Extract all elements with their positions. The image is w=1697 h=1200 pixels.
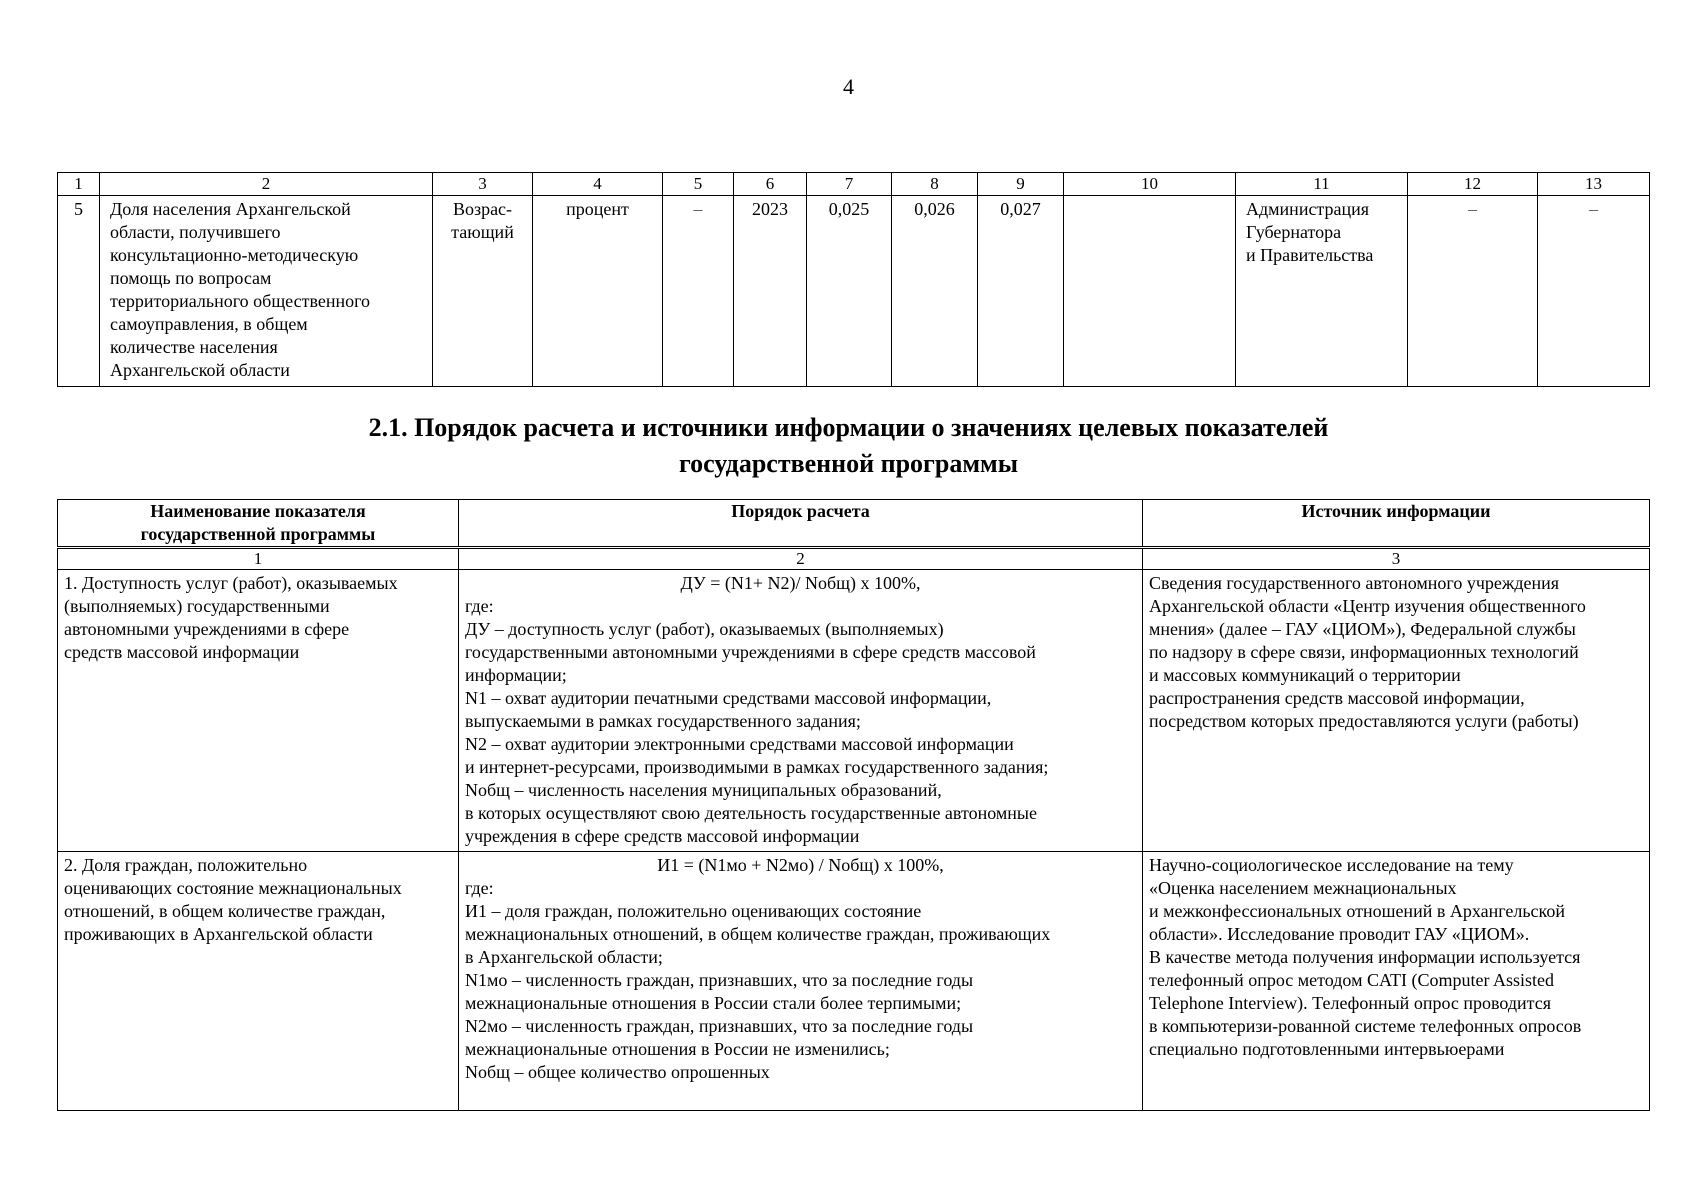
table-row [58, 196, 1650, 387]
text-line: государственной программы [140, 524, 376, 544]
column-number: 10 [1064, 173, 1236, 196]
text-line: Nобщ – численность населения муниципальных образований, [465, 780, 942, 800]
text-line: 2. Доля граждан, положительно [64, 855, 308, 875]
text-line: и Правительства [1246, 245, 1374, 265]
text-line: межнациональных отношений, в общем количестве граждан, проживающих [465, 924, 1051, 944]
text-line: Архангельской области «Центр изучения общественного [1149, 596, 1586, 616]
text-line: в компьютеризи-рованной системе телефонных опросов [1149, 1016, 1582, 1036]
text-line: проживающих в Архангельской области [64, 924, 373, 944]
indicator-name [58, 570, 459, 852]
column-number: 2 [100, 173, 433, 196]
text-line: N1мо – численность граждан, признавших, что за последние годы [465, 970, 974, 990]
text-line: N2 – охват аудитории электронными средствами массовой информации [465, 734, 1014, 754]
text-line: где: [465, 596, 494, 616]
column-number: 8 [892, 173, 978, 196]
text-line: средств массовой информации [64, 642, 300, 662]
source-cell [1143, 570, 1650, 852]
column-number: 2 [459, 548, 1143, 570]
text-line: где: [465, 878, 494, 898]
value-cell: 0,025 [807, 196, 892, 387]
section-heading [0, 410, 1697, 482]
text-line: телефонный опрос методом CATI (Computer Assisted [1149, 970, 1554, 990]
column-number: 13 [1538, 173, 1650, 196]
text-line: оценивающих состояние межнациональных [64, 878, 402, 898]
text-line: отношений, в общем количестве граждан, [64, 901, 386, 921]
text-line: тающий [451, 222, 514, 242]
formula: И1 = (N1мо + N2мо) / Nобщ) х 100%, [657, 855, 944, 875]
column-number-row [58, 173, 1650, 196]
text-line: «Оценка населением межнациональных [1149, 878, 1457, 898]
base-year: 2023 [734, 196, 807, 387]
formula: ДУ = (N1+ N2)/ Nобщ) х 100%, [680, 573, 921, 593]
column-number: 7 [807, 173, 892, 196]
header-source: Источник информации [1143, 500, 1650, 548]
text-line: N1 – охват аудитории печатными средствами массовой информации, [465, 688, 992, 708]
indicator-name [58, 852, 459, 1111]
text-line: территориального общественного [110, 291, 371, 311]
text-line: помощь по вопросам [110, 268, 272, 288]
text-line: и массовых коммуникаций о территории [1149, 665, 1461, 685]
header-row [58, 500, 1650, 548]
unit: процент [533, 196, 663, 387]
cell-col13: – [1538, 196, 1650, 387]
text-line: в Архангельской области; [465, 947, 663, 967]
column-number: 3 [433, 173, 533, 196]
text-line: учреждения в сфере средств массовой информации [465, 826, 860, 846]
text-line: мнения» (далее – ГАУ «ЦИОМ»), Федеральной службы [1149, 619, 1576, 639]
text-line: В качестве метода получения информации используется [1149, 947, 1581, 967]
value-cell: 0,026 [892, 196, 978, 387]
text-line: 1. Доступность услуг (работ), оказываемых [64, 573, 398, 593]
column-number-row [58, 548, 1650, 570]
text-line: и межконфессиональных отношений в Архангельской [1149, 901, 1565, 921]
text-line: автономными учреждениями в сфере [64, 619, 350, 639]
text-line: Доля населения Архангельской [110, 199, 351, 219]
text-line: информации; [465, 665, 567, 685]
calculation-cell [459, 570, 1143, 852]
text-line: ДУ – доступность услуг (работ), оказываемых (выполняемых) [465, 619, 944, 639]
column-number: 11 [1236, 173, 1408, 196]
responsible-body [1236, 196, 1408, 387]
indicator-name [100, 196, 433, 387]
column-number: 9 [978, 173, 1064, 196]
table-row [58, 570, 1650, 852]
column-number: 5 [663, 173, 734, 196]
text-line: Архангельской области [110, 360, 290, 380]
text-line: распространения средств массовой информации, [1149, 688, 1525, 708]
calculation-table [57, 499, 1650, 1111]
text-line: и интернет-ресурсами, производимыми в рамках государственного задания; [465, 757, 1049, 777]
text-line: выпускаемыми в рамках государственного задания; [465, 711, 861, 731]
row-number: 5 [58, 196, 100, 387]
column-number: 12 [1408, 173, 1538, 196]
text-line: консультационно-методическую [110, 245, 359, 265]
text-line: И1 – доля граждан, положительно оценивающих состояние [465, 901, 922, 921]
header-indicator-name [58, 500, 459, 548]
text-line: N2мо – численность граждан, признавших, что за последние годы [465, 1016, 974, 1036]
header-calculation: Порядок расчета [459, 500, 1143, 548]
table-row [58, 852, 1650, 1111]
cell-col10 [1064, 196, 1236, 387]
text-line: Сведения государственного автономного учреждения [1149, 573, 1560, 593]
heading-line: государственной программы [678, 449, 1019, 478]
cell-col5: – [663, 196, 734, 387]
column-number: 1 [58, 548, 459, 570]
source-cell [1143, 852, 1650, 1111]
text-line: (выполняемых) государственными [64, 596, 330, 616]
text-line: самоуправления, в общем [110, 314, 308, 334]
heading-line: 2.1. Порядок расчета и источники информации о значениях целевых показателей [368, 413, 1329, 442]
column-number: 3 [1143, 548, 1650, 570]
text-line: Наименование показателя [150, 501, 366, 521]
text-line: государственными автономными учреждениями в сфере средств массовой [465, 642, 1036, 662]
text-line: межнациональные отношения в России стали более терпимыми; [465, 993, 962, 1013]
text-line: количестве населения [110, 337, 278, 357]
text-line: Научно-социологическое исследование на тему [1149, 855, 1514, 875]
column-number: 4 [533, 173, 663, 196]
column-number: 6 [734, 173, 807, 196]
page-number: 4 [843, 74, 854, 99]
text-line: посредством которых предоставляются услуги (работы) [1149, 711, 1579, 731]
calculation-cell [459, 852, 1143, 1111]
text-line: специально подготовленными интервьюерами [1149, 1039, 1505, 1059]
text-line: Администрация [1246, 199, 1370, 219]
text-line: межнациональные отношения в России не изменились; [465, 1039, 890, 1059]
text-line: в которых осуществляют свою деятельность государственные автономные [465, 803, 1038, 823]
text-line: области». Исследование проводит ГАУ «ЦИОМ». [1149, 924, 1530, 944]
column-number: 1 [58, 173, 100, 196]
value-cell: 0,027 [978, 196, 1064, 387]
cell-col12: – [1408, 196, 1538, 387]
text-line: Губернатора [1246, 222, 1342, 242]
text-line: Возрас- [452, 199, 513, 219]
text-line: по надзору в сфере связи, информационных технологий [1149, 642, 1579, 662]
indicator-type [433, 196, 533, 387]
text-line: области, получившего [110, 222, 281, 242]
text-line: Nобщ – общее количество опрошенных [465, 1062, 770, 1082]
indicators-table [57, 172, 1650, 387]
text-line: Telephone Interview). Телефонный опрос проводится [1149, 993, 1552, 1013]
